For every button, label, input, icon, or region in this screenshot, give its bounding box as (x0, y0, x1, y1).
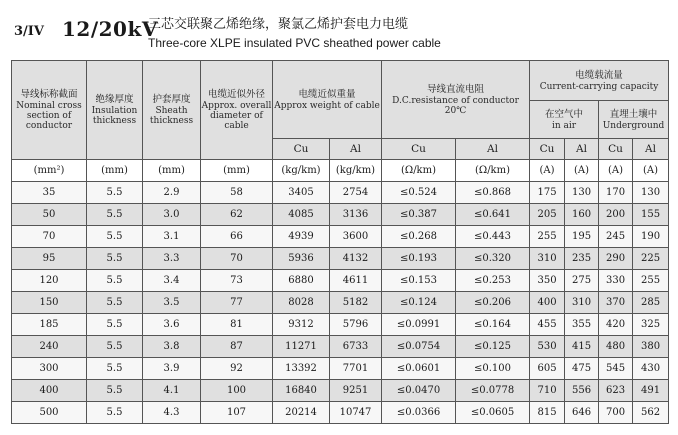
table-cell: 255 (530, 226, 565, 248)
table-cell: 491 (633, 380, 669, 402)
col-header-capacity: 电缆载流量 Current-carrying capacity (530, 61, 669, 101)
sub-header-weight-al: Al (330, 139, 382, 160)
col-header-resistance: 导线直流电阻 D.C.resistance of conductor 20℃ (382, 61, 530, 139)
table-cell: 3.9 (143, 358, 201, 380)
table-cell: 5.5 (87, 380, 143, 402)
table-cell: 3600 (330, 226, 382, 248)
title-chinese: 三芯交联聚乙烯绝缘，聚氯乙烯护套电力电缆 (148, 17, 409, 32)
table-cell: 130 (565, 182, 599, 204)
table-cell: 475 (565, 358, 599, 380)
table-row (12, 182, 669, 204)
table-cell: 70 (201, 248, 273, 270)
table-row (12, 204, 669, 226)
table-cell: 700 (599, 402, 633, 424)
table-cell: 500 (12, 402, 87, 424)
table-cell: 5.5 (87, 402, 143, 424)
unit-cell: (Ω/km) (382, 160, 456, 182)
table-cell: ≤0.0366 (382, 402, 456, 424)
unit-cell: (Ω/km) (456, 160, 530, 182)
table-cell: 5.5 (87, 314, 143, 336)
table-cell: 815 (530, 402, 565, 424)
table-row (12, 248, 669, 270)
table-cell: ≤0.320 (456, 248, 530, 270)
table-row (12, 358, 669, 380)
table-cell: 5.5 (87, 292, 143, 314)
table-cell: 50 (12, 204, 87, 226)
table-cell: 81 (201, 314, 273, 336)
table-cell: 4.3 (143, 402, 201, 424)
table-cell: 556 (565, 380, 599, 402)
table-cell: 185 (12, 314, 87, 336)
table-cell: 92 (201, 358, 273, 380)
table-cell: 9312 (273, 314, 330, 336)
table-cell: 4.1 (143, 380, 201, 402)
unit-cell: (A) (633, 160, 669, 182)
table-cell: ≤0.164 (456, 314, 530, 336)
table-cell: 2754 (330, 182, 382, 204)
table-cell: 3136 (330, 204, 382, 226)
table-cell: ≤0.268 (382, 226, 456, 248)
table-cell: 160 (565, 204, 599, 226)
table-cell: ≤0.0991 (382, 314, 456, 336)
sub-header-resistance-cu: Cu (382, 139, 456, 160)
table-row (12, 336, 669, 358)
cable-spec-table (11, 60, 669, 424)
table-cell: 4085 (273, 204, 330, 226)
col-header-insulation: 绝缘厚度 Insulation thickness (87, 61, 143, 160)
table-cell: 330 (599, 270, 633, 292)
table-cell: 73 (201, 270, 273, 292)
table-cell: 5.5 (87, 182, 143, 204)
col-header-sheath: 护套厚度 Sheath thickness (143, 61, 201, 160)
table-cell: ≤0.253 (456, 270, 530, 292)
table-cell: 4611 (330, 270, 382, 292)
table-cell: 66 (201, 226, 273, 248)
table-cell: 58 (201, 182, 273, 204)
col-header-underground: 直埋土壤中 Underground (599, 101, 669, 139)
unit-cell: (A) (565, 160, 599, 182)
table-cell: 3.8 (143, 336, 201, 358)
table-cell: 646 (565, 402, 599, 424)
table-cell: ≤0.124 (382, 292, 456, 314)
table-cell: 3.5 (143, 292, 201, 314)
table-cell: ≤0.641 (456, 204, 530, 226)
table-cell: 310 (565, 292, 599, 314)
sub-header-resistance-al: Al (456, 139, 530, 160)
table-cell: 5.5 (87, 248, 143, 270)
series-code: 3/IV (14, 24, 44, 39)
table-cell: ≤0.153 (382, 270, 456, 292)
table-cell: 5.5 (87, 226, 143, 248)
sub-header-air-cu: Cu (530, 139, 565, 160)
table-row (12, 402, 669, 424)
table-cell: 380 (633, 336, 669, 358)
table-cell: 415 (565, 336, 599, 358)
table-cell: 2.9 (143, 182, 201, 204)
col-header-diameter: 电缆近似外径 Approx. overall diameter of cable (201, 61, 273, 160)
table-cell: 5182 (330, 292, 382, 314)
voltage-rating: 12/20kV (62, 17, 158, 41)
table-cell: 455 (530, 314, 565, 336)
table-cell: 400 (530, 292, 565, 314)
table-cell: 400 (12, 380, 87, 402)
table-cell: 20214 (273, 402, 330, 424)
table-cell: 170 (599, 182, 633, 204)
table-cell: 710 (530, 380, 565, 402)
sub-header-weight-cu: Cu (273, 139, 330, 160)
table-row (12, 314, 669, 336)
sub-header-ground-al: Al (633, 139, 669, 160)
table-cell: 350 (530, 270, 565, 292)
table-body (12, 182, 669, 424)
table-cell: ≤0.443 (456, 226, 530, 248)
table-cell: 120 (12, 270, 87, 292)
table-cell: 355 (565, 314, 599, 336)
table-cell: 107 (201, 402, 273, 424)
table-cell: ≤0.0605 (456, 402, 530, 424)
table-cell: 4132 (330, 248, 382, 270)
table-cell: 3.4 (143, 270, 201, 292)
table-cell: 3.0 (143, 204, 201, 226)
table-cell: 240 (12, 336, 87, 358)
table-cell: 623 (599, 380, 633, 402)
col-header-cross-section: 导线标称截面 Nominal cross section of conductor (12, 61, 87, 160)
unit-cell: (A) (530, 160, 565, 182)
table-cell: 200 (599, 204, 633, 226)
table-cell: ≤0.0470 (382, 380, 456, 402)
table-cell: 3405 (273, 182, 330, 204)
table-cell: ≤0.868 (456, 182, 530, 204)
table-cell: 5.5 (87, 336, 143, 358)
table-cell: 300 (12, 358, 87, 380)
table-cell: 225 (633, 248, 669, 270)
table-cell: 310 (530, 248, 565, 270)
table-row (12, 270, 669, 292)
col-header-in-air: 在空气中 in air (530, 101, 599, 139)
table-row (12, 226, 669, 248)
unit-cell: (mm) (201, 160, 273, 182)
table-cell: 9251 (330, 380, 382, 402)
sub-header-air-al: Al (565, 139, 599, 160)
table-cell: ≤0.387 (382, 204, 456, 226)
table-cell: 6880 (273, 270, 330, 292)
table-cell: 3.6 (143, 314, 201, 336)
table-cell: ≤0.0601 (382, 358, 456, 380)
table-cell: ≤0.125 (456, 336, 530, 358)
table-cell: ≤0.206 (456, 292, 530, 314)
table-cell: ≤0.0754 (382, 336, 456, 358)
table-cell: 285 (633, 292, 669, 314)
sub-header-ground-cu: Cu (599, 139, 633, 160)
table-cell: 325 (633, 314, 669, 336)
table-cell: 11271 (273, 336, 330, 358)
unit-cell: (kg/km) (330, 160, 382, 182)
table-cell: 190 (633, 226, 669, 248)
page-header (0, 0, 678, 58)
table-cell: 530 (530, 336, 565, 358)
table-cell: 7701 (330, 358, 382, 380)
table-cell: 16840 (273, 380, 330, 402)
unit-cell: (mm) (143, 160, 201, 182)
table-cell: 8028 (273, 292, 330, 314)
table-cell: 5.5 (87, 358, 143, 380)
table-cell: 605 (530, 358, 565, 380)
table-cell: 5.5 (87, 270, 143, 292)
table-cell: 275 (565, 270, 599, 292)
table-cell: 235 (565, 248, 599, 270)
table-cell: 3.3 (143, 248, 201, 270)
table-cell: 245 (599, 226, 633, 248)
table-cell: 175 (530, 182, 565, 204)
table-cell: 155 (633, 204, 669, 226)
table-cell: 10747 (330, 402, 382, 424)
table-cell: 6733 (330, 336, 382, 358)
table-cell: 62 (201, 204, 273, 226)
title-english: Three-core XLPE insulated PVC sheathed power cable (148, 36, 441, 50)
unit-cell: (A) (599, 160, 633, 182)
table-cell: ≤0.193 (382, 248, 456, 270)
table-cell: 420 (599, 314, 633, 336)
table-cell: 430 (633, 358, 669, 380)
table-cell: 4939 (273, 226, 330, 248)
table-cell: 5.5 (87, 204, 143, 226)
table-cell: 480 (599, 336, 633, 358)
table-cell: 150 (12, 292, 87, 314)
unit-cell: (kg/km) (273, 160, 330, 182)
table-cell: ≤0.0778 (456, 380, 530, 402)
table-cell: 545 (599, 358, 633, 380)
table-cell: 87 (201, 336, 273, 358)
table-cell: 3.1 (143, 226, 201, 248)
table-cell: ≤0.100 (456, 358, 530, 380)
table-cell: ≤0.524 (382, 182, 456, 204)
table-cell: 77 (201, 292, 273, 314)
unit-cell: (mm) (87, 160, 143, 182)
table-cell: 195 (565, 226, 599, 248)
table-cell: 70 (12, 226, 87, 248)
table-cell: 255 (633, 270, 669, 292)
table-cell: 130 (633, 182, 669, 204)
table-row (12, 292, 669, 314)
table-cell: 35 (12, 182, 87, 204)
table-cell: 5796 (330, 314, 382, 336)
table-row (12, 380, 669, 402)
table-cell: 13392 (273, 358, 330, 380)
table-cell: 100 (201, 380, 273, 402)
table-cell: 5936 (273, 248, 330, 270)
col-header-weight: 电缆近似重量 Approx weight of cable (273, 61, 382, 139)
table-cell: 95 (12, 248, 87, 270)
table-cell: 370 (599, 292, 633, 314)
table-cell: 562 (633, 402, 669, 424)
table-cell: 205 (530, 204, 565, 226)
table-cell: 290 (599, 248, 633, 270)
units-row (12, 160, 669, 182)
unit-cell: (mm²) (12, 160, 87, 182)
